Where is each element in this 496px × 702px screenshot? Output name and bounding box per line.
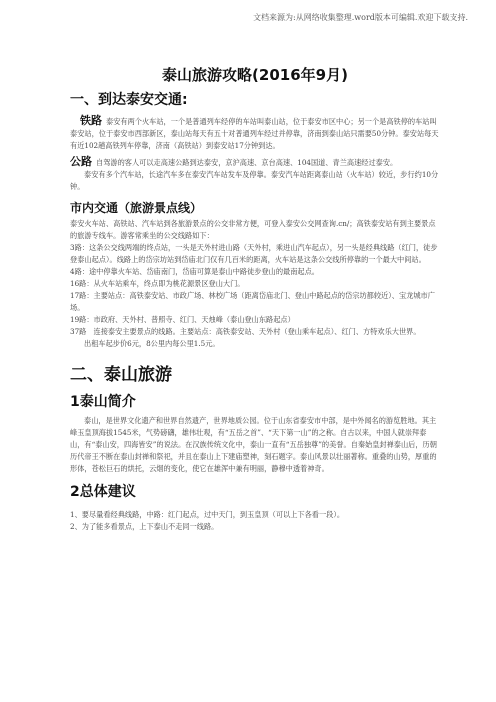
rail-paragraph (70, 115, 440, 152)
bus-route-item: 16路：从火车站乘车，终点即为桃花源景区登山大门。 (70, 279, 245, 288)
page-title: 泰山旅游攻略(2016年9月) (162, 66, 348, 84)
section1-heading: 一、到达泰安交通: (70, 92, 188, 108)
bus-route-item: 4路：途中停靠火车站、岱庙南门，岱庙可算是泰山中路徒步登山的最南起点。 (70, 267, 319, 276)
city-transport-heading: 市内交通（旅游景点线） (70, 201, 203, 215)
bus-route-item: 37路 连接泰安主要景点的线路。主要站点：高铁泰安站、天外村（登山乘车起点）、红门、方特欢乐大世界。 (70, 327, 421, 336)
road-paragraph (70, 156, 440, 169)
intro-paragraph: 泰山，是世界文化遗产和世界自然遗产，世界地质公园。位于山东省泰安市中部，是中外闻名的游览胜地。其主峰玉皇顶海拔1545米，气势磅礴，雄伟壮观，有“五岳之首”、“天下第一山”的之称。自古以来，中国人就崇拜泰山，有“泰山安，四海皆安”的说法。在汉族传统文化中，泰山一直有“五岳独尊”的美誉。自秦始皇封禅泰山后，历朝历代帝王不断在泰山封禅和祭祀，并且在泰山上下建庙塑神，刻石题字。泰山风景以壮丽著称。重叠的山势，厚重的形体，苍松巨石的烘托，云烟的变化，使它在雄浑中兼有明丽，静穆中透着神奇。 (70, 416, 437, 473)
taxi-note: 出租车起步价6元，8公里内每公里1.5元。 (84, 339, 220, 348)
bus-route-list (70, 242, 440, 338)
bus-route-item: 3路：这条公交线两端的终点站，一头是天外村进山路（天外村，乘进山汽车起点），另一头是经典线路（红门，徒步登泰山起点）。线路上的岱宗坊站到岱庙北门仅有几百米的距离，火车站是这条公交线所停靠的一个最大中间站。 (70, 243, 438, 264)
document-content (70, 64, 440, 533)
bus-route-item: 19路：市政府、天外村、普照寺、红门、天烛峰（泰山登山东路起点） (70, 315, 295, 324)
city-intro: 泰安火车站、高铁站、汽车站到各旅游景点的公交非常方便，可登入泰安公交网查询.cn/；高铁泰安站有到主要景点的旅游专线车。游客常乘坐的公交线路如下： (70, 219, 436, 240)
section2-heading: 二、泰山旅游 (70, 365, 172, 385)
intro-heading: 1泰山简介 (70, 394, 136, 410)
advice-item: 2、为了能多看景点，上下泰山不走同一线路。 (70, 522, 219, 531)
advice-item: 1、要尽量看经典线路，中路：红门起点，过中天门，到玉皇顶（可以上下各看一段）。 (70, 510, 345, 519)
advice-heading: 2总体建议 (70, 484, 136, 500)
header-note: 文档来源为:从网络收集整理.word版本可编辑.欢迎下载支持. (253, 13, 468, 22)
bus-route-item: 17路：主要站点：高铁泰安站、市政广场、林校广场（距离岱庙北门、登山中路起点的岱宗坊都较近）、宝龙城市广场。 (70, 291, 435, 312)
road-text: 自驾游的客人可以走高速公路到达泰安，京沪高速、京台高速、104国道、青兰高速经过泰安。 (96, 158, 398, 167)
rail-lead: 铁路 (80, 114, 102, 127)
bus-paragraph: 泰安有多个汽车站，长途汽车多在泰安汽车站发车及停靠。泰安汽车站距离泰山站（火车站）较近，步行约10分钟。 (70, 170, 439, 191)
rail-text: 泰安有两个火车站，一个是普通列车经停的车站叫泰山站，位于泰安市区中心；另一个是高铁停的车站叫泰安站，位于泰安市西部新区，泰山站每天有五十对普通列车经过并停靠，济南到泰山站只需要50分钟。泰安站每天有近102趟高铁列车停靠，济南（高铁站）到泰安站17分钟到达。 (70, 117, 439, 150)
road-lead: 公路 (70, 155, 92, 168)
